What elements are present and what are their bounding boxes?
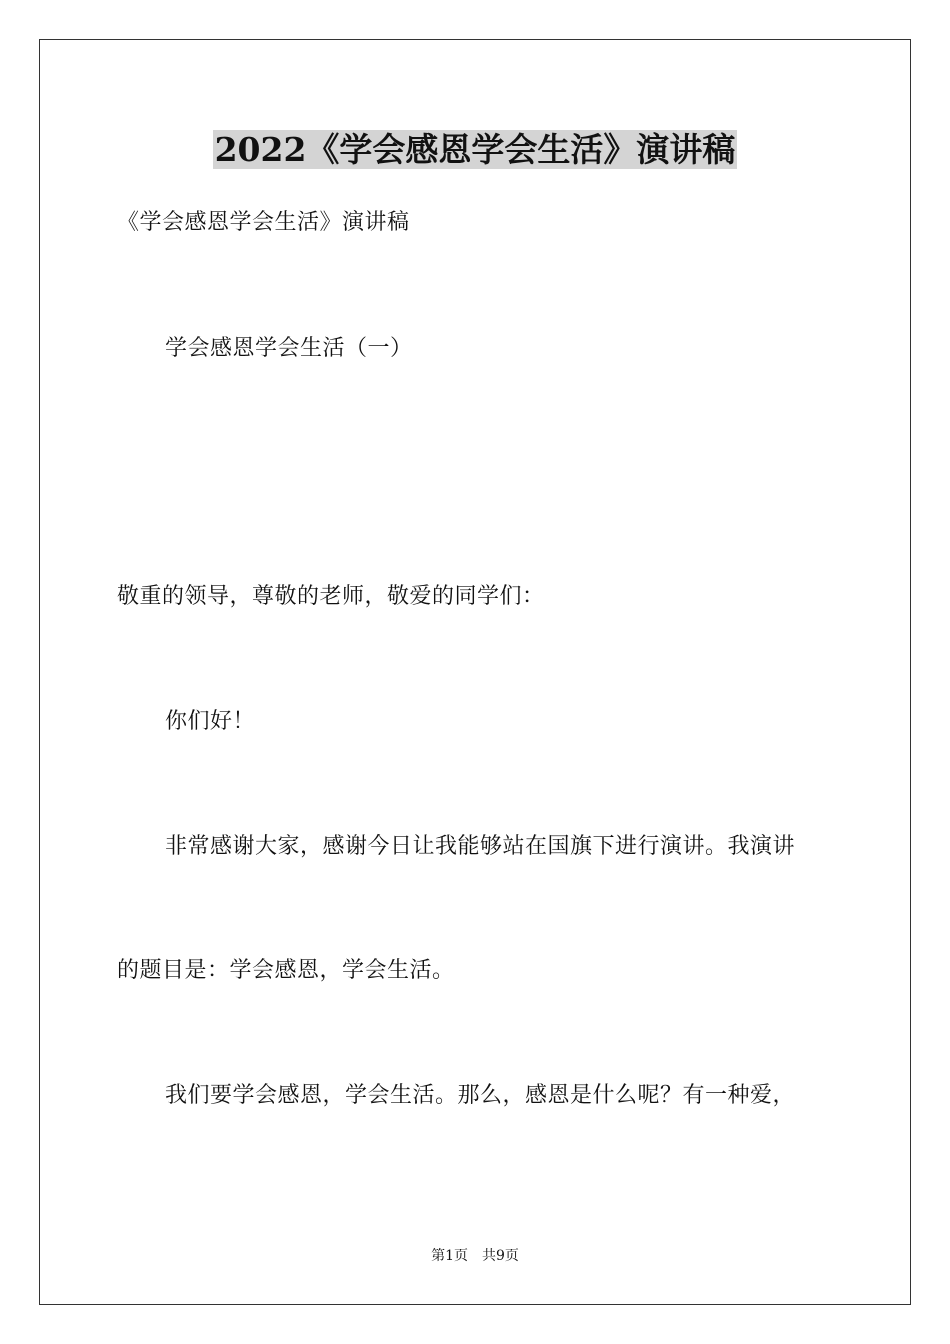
paragraph-line: 的题目是：学会感恩，学会生活。 [117,958,455,983]
subtitle-line: 《学会感恩学会生活》演讲稿 [117,210,410,235]
paragraph-line: 非常感谢大家，感谢今日让我能够站在国旗下进行演讲。我演讲 [165,834,796,859]
document-title-text: 2022《学会感恩学会生活》演讲稿 [214,130,736,169]
document-title [0,128,950,172]
paragraph-line: 我们要学会感恩，学会生活。那么，感恩是什么呢？有一种爱， [165,1083,796,1108]
page-number-footer: 第1页 共9页 [431,1248,519,1264]
section-heading: 学会感恩学会生活（一） [165,336,413,361]
salutation-line: 敬重的领导，尊敬的老师，敬爱的同学们： [117,584,545,609]
greeting-line: 你们好！ [165,709,256,734]
